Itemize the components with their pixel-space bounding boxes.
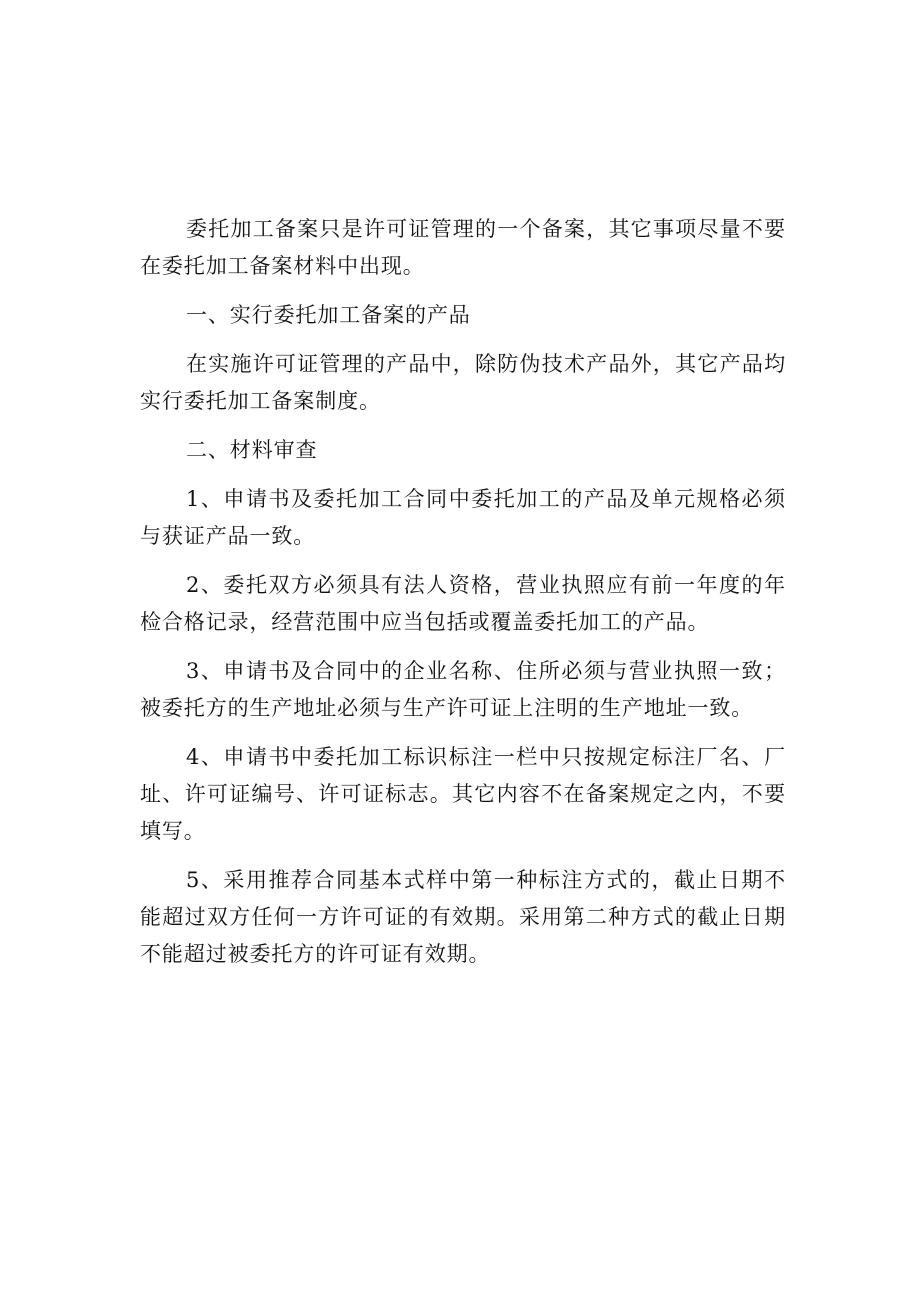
review-item-4: 4、申请书中委托加工标识标注一栏中只按规定标注厂名、厂址、许可证编号、许可证标志。其它内容不在备案规定之内，不要填写。 [140,745,786,843]
review-item-1: 1、申请书及委托加工合同中委托加工的产品及单元规格必须与获证产品一致。 [140,487,786,548]
section-heading-review: 二、材料审查 [186,438,318,462]
section-heading-products: 一、实行委托加工备案的产品 [186,303,471,327]
review-item-3: 3、申请书及合同中的企业名称、住所必须与营业执照一致；被委托方的生产地址必须与生产许可证上注明的生产地址一致。 [140,659,786,720]
review-item-5: 5、采用推荐合同基本式样中第一种标注方式的，截止日期不能超过双方任何一方许可证的有效期。采用第二种方式的截止日期不能超过被委托方的许可证有效期。 [140,868,786,966]
products-paragraph: 在实施许可证管理的产品中，除防伪技术产品外，其它产品均实行委托加工备案制度。 [140,352,786,413]
document-body [140,211,786,985]
review-item-2: 2、委托双方必须具有法人资格，营业执照应有前一年度的年检合格记录，经营范围中应当包括或覆盖委托加工的产品。 [140,573,786,634]
intro-paragraph: 委托加工备案只是许可证管理的一个备案，其它事项尽量不要在委托加工备案材料中出现。 [140,217,786,278]
